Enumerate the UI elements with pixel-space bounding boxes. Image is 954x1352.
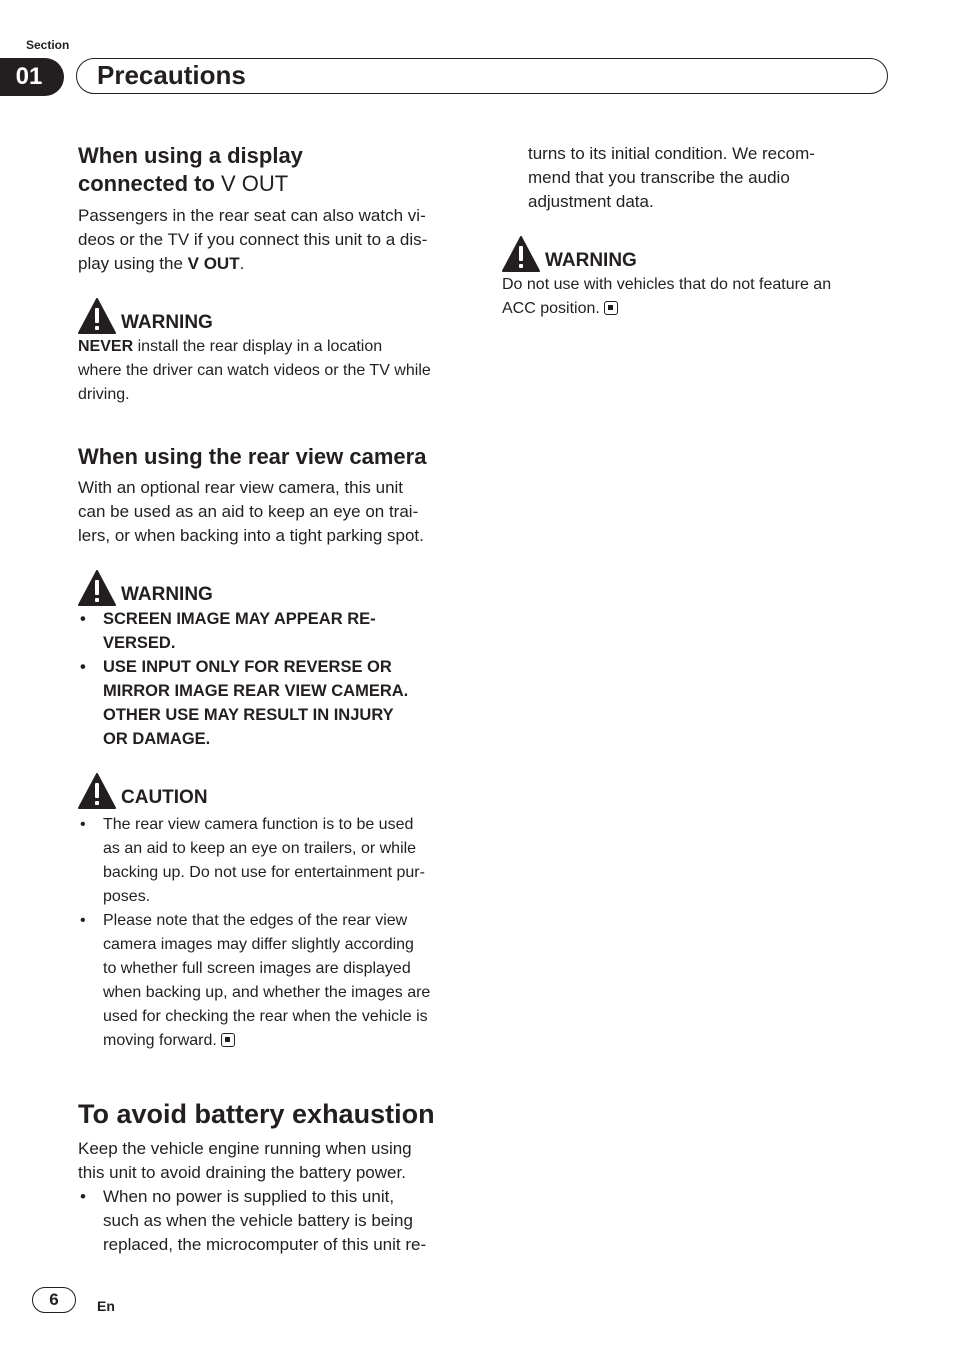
list-item — [78, 655, 466, 751]
section-number-badge: 01 — [0, 58, 64, 96]
end-mark-icon — [604, 301, 618, 315]
list-item — [78, 813, 466, 909]
text-line: to whether full screen images are displayed — [103, 960, 411, 977]
warning-icon — [78, 298, 116, 334]
camera-warning-header — [78, 568, 466, 606]
text-line: when backing up, and whether the images are — [103, 984, 431, 1001]
text-line: When no power is supplied to this unit, — [103, 1187, 395, 1206]
text-line: where the driver can watch videos or the TV while — [78, 362, 431, 379]
text-line: used for checking the rear when the vehicle is — [103, 1008, 428, 1025]
battery-body — [78, 1137, 466, 1185]
vout-heading-line2: connected to — [78, 171, 222, 196]
vout-body — [78, 204, 466, 276]
text-line: turns to its initial condition. We recom- — [528, 144, 815, 163]
battery-list — [78, 1185, 466, 1257]
text-line: can be used as an aid to keep an eye on trai- — [78, 502, 419, 521]
warning-label: WARNING — [545, 250, 637, 271]
text-line: SCREEN IMAGE MAY APPEAR RE- — [103, 610, 376, 628]
language-label: En — [97, 1298, 115, 1314]
vout-warning-text — [78, 335, 466, 407]
warning-label: WARNING — [121, 584, 213, 605]
vout-heading — [78, 142, 466, 198]
text-line: mend that you transcribe the audio — [528, 168, 790, 187]
text-line: ACC position. — [502, 300, 600, 317]
text-line: . — [239, 254, 245, 273]
vout-term: V OUT — [187, 254, 240, 273]
text-line: play using the — [78, 254, 188, 273]
right-column — [502, 142, 870, 321]
end-mark-icon — [221, 1033, 235, 1047]
vout-heading-term: V OUT — [221, 171, 289, 196]
text-line: The rear view camera function is to be used — [103, 816, 414, 833]
text-line: as an aid to keep an eye on trailers, or while — [103, 840, 417, 857]
section-label: Section — [26, 38, 70, 52]
text-line: replaced, the microcomputer of this unit re- — [103, 1235, 427, 1254]
page-title: Precautions — [76, 58, 888, 94]
battery-heading: To avoid battery exhaustion — [78, 1099, 435, 1129]
warning-label: WARNING — [121, 312, 213, 333]
text-line: OTHER USE MAY RESULT IN INJURY — [103, 706, 394, 724]
text-line: USE INPUT ONLY FOR REVERSE OR — [103, 658, 392, 676]
camera-body — [78, 476, 466, 548]
battery-warning-header — [502, 234, 870, 272]
battery-continued-text — [502, 142, 870, 214]
text-line: Please note that the edges of the rear view — [103, 912, 408, 929]
caution-label: CAUTION — [121, 787, 208, 808]
text-line: adjustment data. — [528, 192, 654, 211]
camera-heading: When using the rear view camera — [78, 444, 427, 469]
caution-header — [78, 771, 466, 809]
left-column — [78, 142, 466, 1257]
text-line: backing up. Do not use for entertainment pur- — [103, 864, 425, 881]
text-line: this unit to avoid draining the battery power. — [78, 1163, 406, 1182]
text-line: such as when the vehicle battery is being — [103, 1211, 413, 1230]
text-line: poses. — [103, 888, 151, 905]
never-text: NEVER — [78, 338, 134, 355]
text-line: Passengers in the rear seat can also watch vi- — [78, 206, 426, 225]
vout-heading-line1: When using a display — [78, 143, 303, 168]
warning-icon — [502, 236, 540, 272]
text-line: VERSED. — [103, 634, 176, 652]
list-item — [78, 1185, 466, 1257]
battery-warning-text — [502, 273, 870, 321]
text-line: OR DAMAGE. — [103, 730, 211, 748]
text-line: driving. — [78, 386, 130, 403]
text-line: With an optional rear view camera, this unit — [78, 478, 404, 497]
caution-icon — [78, 773, 116, 809]
vout-warning-header — [78, 296, 466, 334]
text-line: install the rear display in a location — [133, 338, 383, 355]
list-item — [78, 607, 466, 655]
list-item — [78, 909, 466, 1053]
page-number: 6 — [32, 1287, 76, 1313]
text-line: camera images may differ slightly according — [103, 936, 414, 953]
camera-warning-list — [78, 607, 466, 751]
text-line: Do not use with vehicles that do not feature an — [502, 276, 832, 293]
text-line: moving forward. — [103, 1032, 217, 1049]
text-line: MIRROR IMAGE REAR VIEW CAMERA. — [103, 682, 409, 700]
warning-icon — [78, 570, 116, 606]
text-line: lers, or when backing into a tight parking spot. — [78, 526, 424, 545]
text-line: Keep the vehicle engine running when using — [78, 1139, 412, 1158]
text-line: deos or the TV if you connect this unit to a dis- — [78, 230, 428, 249]
caution-list — [78, 813, 466, 1053]
